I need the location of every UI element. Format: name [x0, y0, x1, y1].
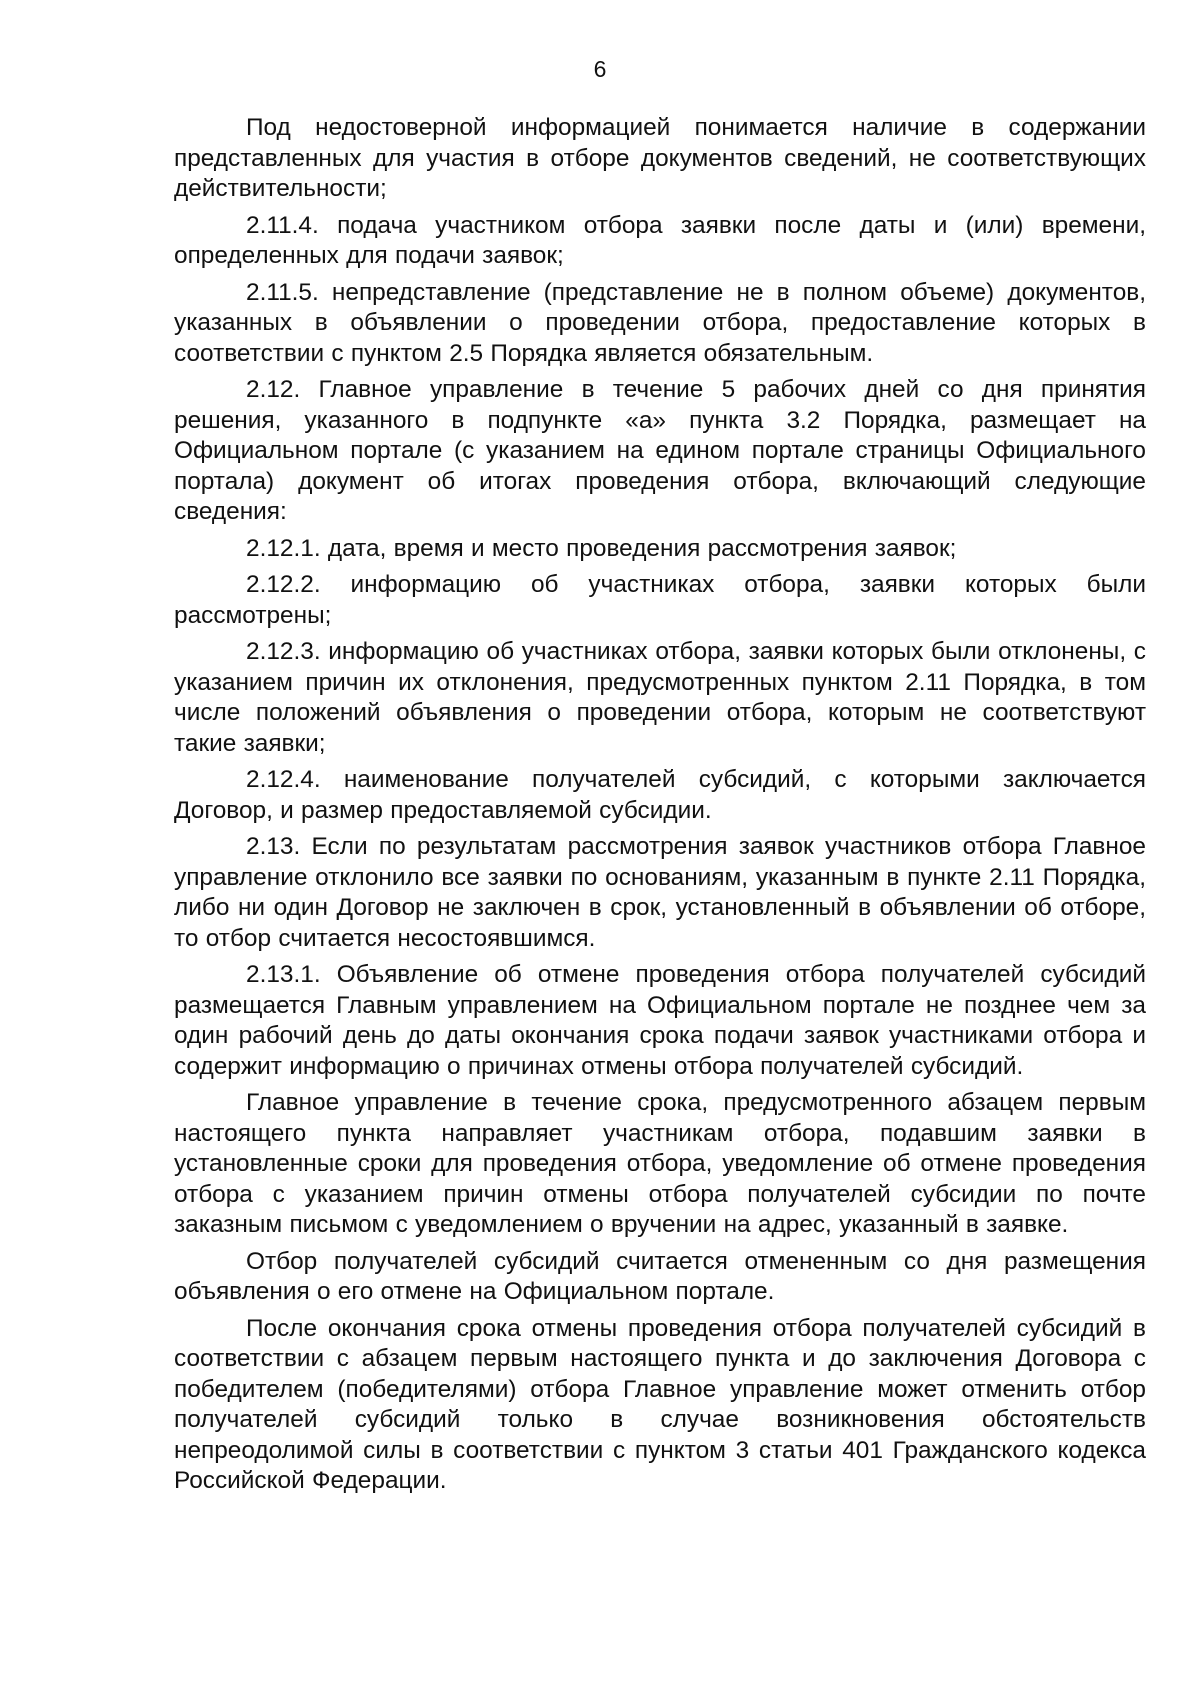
paragraph-cancellation-effective: Отбор получателей субсидий считается отмененным со дня размещения объявления о его отмене на Официальном портале.: [174, 1247, 1146, 1305]
page-number: 6: [593, 56, 607, 82]
paragraph-notification-of-cancellation: Главное управление в течение срока, предусмотренного абзацем первым настоящего пункта направляет участникам отбора, подавшим заявки в установленные сроки для проведения отбора, уведомление об отмене проведения отбора с указанием причин отмены отбора получателей субсидии по почте заказным письмом с уведомлением о вручении на адрес, указанный в заявке.: [174, 1089, 1146, 1238]
paragraph-false-information-definition: Под недостоверной информацией понимается наличие в содержании представленных для участия в отборе документов сведений, не соответствующих действительности;: [174, 114, 1146, 202]
paragraph-2-12-1: 2.12.1. дата, время и место проведения рассмотрения заявок;: [246, 534, 957, 562]
paragraph-2-12: 2.12. Главное управление в течение 5 рабочих дней со дня принятия решения, указанного в подпункте «а» пункта 3.2 Порядка, размещает на Официальном портале (с указанием на едином портале страницы Официального портала) документ об итогах проведения отбора, включающий следующие сведения:: [174, 376, 1146, 525]
paragraph-2-11-4: 2.11.4. подача участником отбора заявки после даты и (или) времени, определенных для подачи заявок;: [174, 211, 1146, 269]
paragraph-force-majeure: После окончания срока отмены проведения отбора получателей субсидий в соответствии с абзацем первым настоящего пункта и до заключения Договора с победителем (победителями) отбора Главное управление может отменить отбор получателей субсидий только в случае возникновения обстоятельств непреодолимой силы в соответствии с пунктом 3 статьи 401 Гражданского кодекса Российской Федерации.: [174, 1314, 1146, 1494]
paragraph-2-13: 2.13. Если по результатам рассмотрения заявок участников отбора Главное управление отклонило все заявки по основаниям, указанным в пункте 2.11 Порядка, либо ни один Договор не заключен в срок, установленный в объявлении об отборе, то отбор считается несостоявшимся.: [174, 833, 1146, 952]
document-body: [174, 113, 1146, 1503]
paragraph-2-12-4: 2.12.4. наименование получателей субсидий, с которыми заключается Договор, и размер предоставляемой субсидии.: [174, 766, 1146, 824]
paragraph-2-12-3: 2.12.3. информацию об участниках отбора, заявки которых были отклонены, с указанием причин их отклонения, предусмотренных пунктом 2.11 Порядка, в том числе положений объявления о проведении отбора, которым не соответствуют такие заявки;: [174, 638, 1146, 757]
paragraph-2-13-1: 2.13.1. Объявление об отмене проведения отбора получателей субсидий размещается Главным управлением на Официальном портале не позднее чем за один рабочий день до даты окончания срока подачи заявок участниками отбора и содержит информацию о причинах отмены отбора получателей субсидий.: [174, 961, 1146, 1080]
paragraph-2-12-2: 2.12.2. информацию об участниках отбора, заявки которых были рассмотрены;: [174, 571, 1146, 629]
paragraph-2-11-5: 2.11.5. непредставление (представление не в полном объеме) документов, указанных в объявлении о проведении отбора, предоставление которых в соответствии с пунктом 2.5 Порядка является обязательным.: [174, 278, 1146, 367]
